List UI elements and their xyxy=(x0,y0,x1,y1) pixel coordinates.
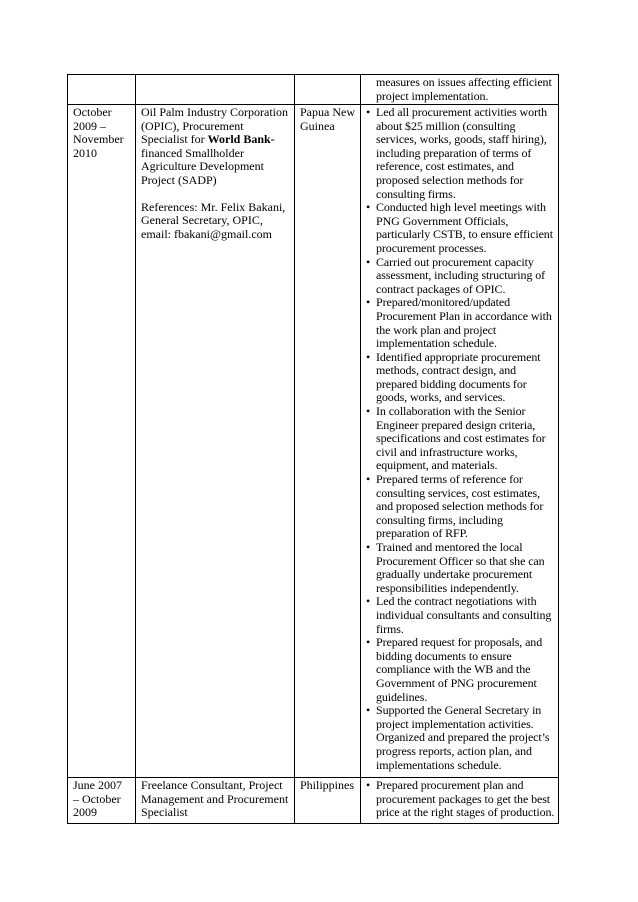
duty-line: firms. xyxy=(376,621,404,636)
duty-line: • Prepared request for proposals, and xyxy=(376,635,543,650)
duty-line: • Supported the General Secretary in xyxy=(376,703,542,718)
duty-bullet xyxy=(366,636,554,704)
org-line: (OPIC), Procurement xyxy=(141,118,244,133)
experience-table xyxy=(67,74,559,824)
duty-line: procurement processes. xyxy=(376,240,487,255)
org-line: Specialist xyxy=(141,805,188,820)
duty-bullet xyxy=(366,201,554,255)
duty-line: guidelines. xyxy=(376,689,428,704)
table-row xyxy=(68,778,559,824)
date-line: June 2007 xyxy=(73,778,122,792)
duty-bullet xyxy=(366,106,554,201)
duty-line: • Led the contract negotiations with xyxy=(376,594,537,609)
duty-line: prepared bidding documents for xyxy=(376,376,527,391)
duty-line: gradually undertake procurement xyxy=(376,567,533,582)
duties-list xyxy=(366,779,554,820)
country-line: Philippines xyxy=(300,778,355,792)
duty-bullet xyxy=(366,473,554,541)
reference-line: References: Mr. Felix Bakani, xyxy=(141,199,286,214)
duty-line: consulting firms. xyxy=(376,186,456,201)
funder-name: World Bank- xyxy=(207,132,275,147)
duty-line: assessment, including structuring of xyxy=(376,268,546,283)
table-row xyxy=(68,75,559,105)
country-cell xyxy=(295,778,361,824)
duty-line: preparation of RFP. xyxy=(376,526,468,541)
country-line: Papua New xyxy=(300,105,355,119)
date-cell xyxy=(68,105,136,778)
org-line: Management and Procurement xyxy=(141,791,289,806)
duty-line: and proposed selection methods for xyxy=(376,499,544,514)
duty-line: Government of PNG procurement xyxy=(376,675,537,690)
duty-line: compliance with the WB and the xyxy=(376,662,531,677)
org-line: financed Smallholder xyxy=(141,145,244,160)
duty-line: contract packages of OPIC. xyxy=(376,281,506,296)
duty-line: • Trained and mentored the local xyxy=(376,540,523,554)
duty-line: consulting services, cost estimates, xyxy=(376,485,541,500)
duty-line: PNG Government Officials, xyxy=(376,213,509,228)
duty-bullet xyxy=(366,704,554,772)
country-line: Guinea xyxy=(300,118,335,133)
org-line: Agriculture Development xyxy=(141,159,264,174)
organization-cell xyxy=(136,778,295,824)
date-line: – October xyxy=(73,791,121,806)
duties-cell xyxy=(361,105,559,778)
duties-list xyxy=(366,106,554,772)
duty-line: bidding documents to ensure xyxy=(376,648,512,663)
duty-line: equipment, and materials. xyxy=(376,458,498,473)
duty-line: particularly CSTB, to ensure efficient xyxy=(376,227,553,242)
duty-line: procurement packages to get the best xyxy=(376,791,550,806)
duty-bullet xyxy=(366,296,554,350)
duty-line: about $25 million (consulting xyxy=(376,118,516,133)
duty-line: project implementation activities. xyxy=(376,716,534,731)
duty-line: civil and infrastructure works, xyxy=(376,444,518,459)
duty-bullet xyxy=(366,541,554,595)
date-line: 2010 xyxy=(73,145,97,160)
duty-line: • In collaboration with the Senior xyxy=(376,404,526,419)
org-line xyxy=(141,133,290,147)
organization-cell xyxy=(136,75,295,105)
duty-line: responsibilities independently. xyxy=(376,580,519,595)
duty-line: price at the right stages of production. xyxy=(376,805,555,820)
duties-cell xyxy=(361,778,559,824)
duty-bullet xyxy=(366,256,554,297)
date-line: 2009 – xyxy=(73,118,106,133)
date-line: October xyxy=(73,105,112,119)
duty-line: progress reports, action plan, and xyxy=(376,743,532,758)
duty-line: • Prepared/monitored/updated xyxy=(376,295,511,310)
duty-line: Procurement Officer so that she can xyxy=(376,553,545,568)
duty-line: implementation schedule. xyxy=(376,336,497,351)
duty-line: specifications and cost estimates for xyxy=(376,431,546,446)
country-cell xyxy=(295,75,361,105)
duty-line: the work plan and project xyxy=(376,322,497,337)
country-cell xyxy=(295,105,361,778)
duty-line: consulting firms, including xyxy=(376,512,503,527)
duty-line: • Identified appropriate procurement xyxy=(376,349,541,364)
continuation-line: measures on issues affecting efficient xyxy=(376,75,552,89)
duty-line: • Prepared procurement plan and xyxy=(376,778,524,792)
duty-line: • Conducted high level meetings with xyxy=(376,200,546,215)
table-row xyxy=(68,105,559,778)
org-line: Project (SADP) xyxy=(141,172,217,187)
reference-line: General Secretary, OPIC, xyxy=(141,213,263,228)
reference-email: email: fbakani@gmail.com xyxy=(141,226,273,241)
duty-line: implementations schedule. xyxy=(376,757,502,772)
duty-line: proposed selection methods for xyxy=(376,172,524,187)
duty-line: goods, works, and services. xyxy=(376,390,506,405)
duty-bullet xyxy=(366,405,554,473)
org-text: Specialist for xyxy=(141,132,208,147)
duty-bullet xyxy=(366,351,554,405)
duty-bullet xyxy=(366,595,554,636)
duty-bullet xyxy=(366,779,554,820)
duty-line: • Carried out procurement capacity xyxy=(376,254,534,269)
date-cell xyxy=(68,75,136,105)
duty-line: methods, contract design, and xyxy=(376,363,517,378)
duty-line: • Led all procurement activities worth xyxy=(376,105,548,119)
date-cell xyxy=(68,778,136,824)
duty-line: individual consultants and consulting xyxy=(376,607,552,622)
duty-line: Organized and prepared the project’s xyxy=(376,730,550,745)
duty-line: • Prepared terms of reference for xyxy=(376,472,523,487)
org-line: Freelance Consultant, Project xyxy=(141,778,283,792)
duty-line: Procurement Plan in accordance with xyxy=(376,308,552,323)
duty-line: Engineer prepared design criteria, xyxy=(376,417,536,432)
duty-line: services, works, goods, staff hiring), xyxy=(376,132,547,147)
org-line: Oil Palm Industry Corporation xyxy=(141,105,288,119)
date-line: 2009 xyxy=(73,805,97,820)
duty-line: including preparation of terms of xyxy=(376,145,532,160)
duties-cell xyxy=(361,75,559,105)
duty-line: reference, cost estimates, and xyxy=(376,159,514,174)
date-line: November xyxy=(73,132,124,147)
continuation-line: project implementation. xyxy=(376,88,489,103)
organization-cell xyxy=(136,105,295,778)
